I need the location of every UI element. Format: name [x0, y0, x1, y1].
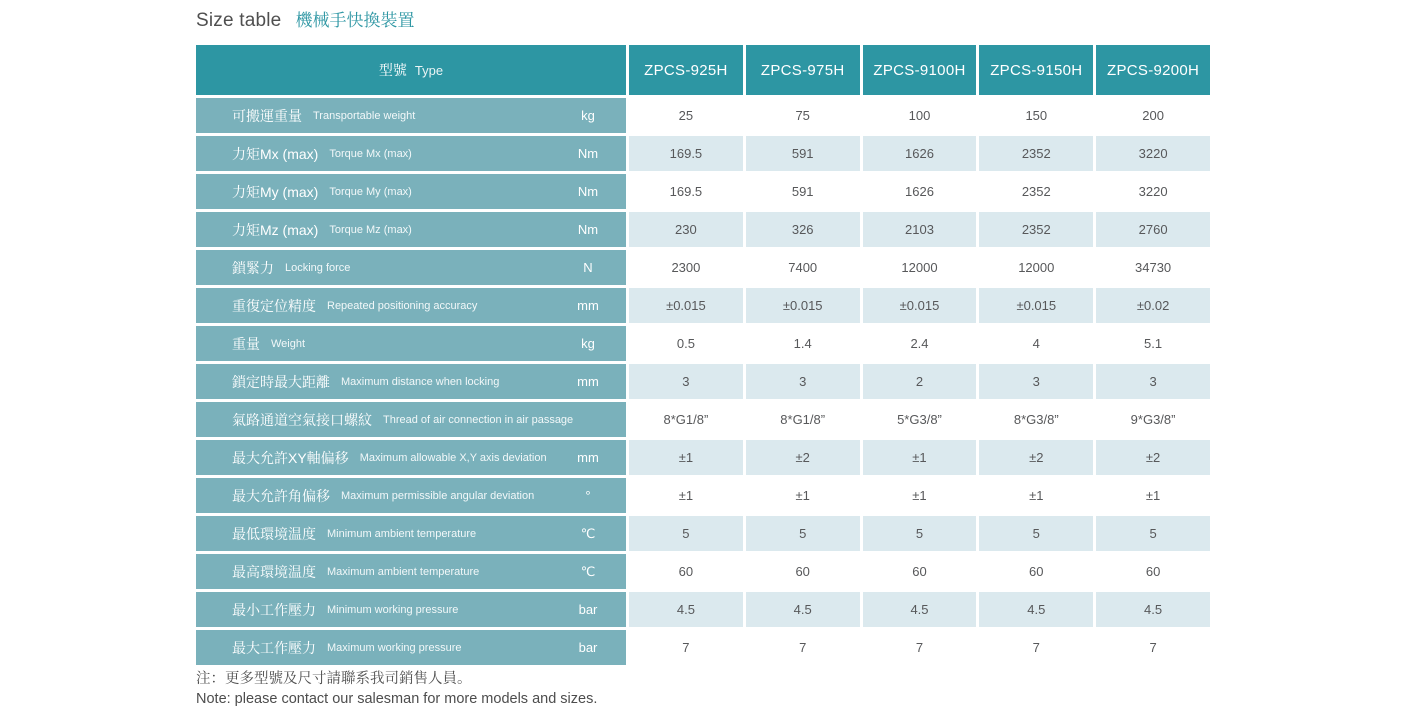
row-label-en: Torque My (max) — [329, 185, 412, 198]
footnote-zh: 注：更多型號及尺寸請聯系我司銷售人員。 — [196, 671, 472, 687]
row-header-cell — [196, 212, 626, 247]
value-cell: 2352 — [979, 174, 1093, 209]
row-label-en: Maximum ambient temperature — [327, 565, 480, 578]
value-cell: 200 — [1096, 98, 1210, 133]
row-label-zh: 重量 — [232, 335, 260, 352]
value-cell: 2352 — [979, 136, 1093, 171]
value-cell: 0.5 — [629, 326, 743, 361]
value-cell: 7 — [629, 630, 743, 665]
row-unit: mm — [577, 450, 599, 465]
page-title-zh: 機械手快換裝置 — [295, 11, 415, 30]
value-cell: ±1 — [1096, 478, 1210, 513]
value-cell: 150 — [979, 98, 1093, 133]
value-cell: 8*G1/8” — [629, 402, 743, 437]
value-cell: 5 — [1096, 516, 1210, 551]
value-cell: 8*G1/8” — [746, 402, 860, 437]
row-label-en: Maximum permissible angular deviation — [341, 489, 535, 502]
value-cell: ±0.015 — [746, 288, 860, 323]
row-label-zh: 最低環境温度 — [232, 525, 316, 542]
value-cell: ±0.015 — [629, 288, 743, 323]
value-cell: 2760 — [1096, 212, 1210, 247]
value-cell: 60 — [863, 554, 977, 589]
value-cell: 3220 — [1096, 136, 1210, 171]
value-cell: 2103 — [863, 212, 977, 247]
model-header-cell: ZPCS-9100H — [863, 45, 977, 95]
value-cell: 3 — [746, 364, 860, 399]
row-label-en: Maximum allowable X,Y axis deviation — [359, 451, 547, 464]
page-title — [196, 6, 414, 32]
value-cell: ±1 — [979, 478, 1093, 513]
table-row — [196, 288, 1210, 323]
model-header-cell: ZPCS-9200H — [1096, 45, 1210, 95]
row-label-zh: 鎖緊力 — [232, 259, 274, 276]
row-label-zh: 最大允許XY軸偏移 — [232, 449, 349, 466]
value-cell: 8*G3/8” — [979, 402, 1093, 437]
model-header-cell: ZPCS-925H — [629, 45, 743, 95]
value-cell: 3 — [1096, 364, 1210, 399]
value-cell: 12000 — [863, 250, 977, 285]
row-header-cell — [196, 364, 626, 399]
model-header-cell: ZPCS-975H — [746, 45, 860, 95]
row-label-en: Transportable weight — [313, 109, 416, 122]
value-cell: 169.5 — [629, 136, 743, 171]
value-cell: 591 — [746, 174, 860, 209]
value-cell: 326 — [746, 212, 860, 247]
value-cell: ±0.02 — [1096, 288, 1210, 323]
spec-table — [196, 45, 1210, 665]
row-label-en: Locking force — [285, 261, 351, 274]
row-label-zh: 可搬運重量 — [232, 107, 302, 124]
table-row — [196, 174, 1210, 209]
value-cell: ±2 — [746, 440, 860, 475]
value-cell: 100 — [863, 98, 977, 133]
table-header-row — [196, 45, 1210, 95]
row-label-en: Thread of air connection in air passage — [383, 413, 574, 426]
value-cell: 3220 — [1096, 174, 1210, 209]
value-cell: 60 — [979, 554, 1093, 589]
row-unit: N — [583, 260, 593, 275]
row-header-cell — [196, 630, 626, 665]
row-unit: Nm — [577, 146, 599, 161]
table-row — [196, 440, 1210, 475]
table-row — [196, 212, 1210, 247]
value-cell: 2300 — [629, 250, 743, 285]
value-cell: 2352 — [979, 212, 1093, 247]
value-cell: ±2 — [979, 440, 1093, 475]
row-label-zh: 最大允許角偏移 — [232, 487, 330, 504]
row-label-en: Repeated positioning accuracy — [327, 299, 478, 312]
row-header-cell — [196, 326, 626, 361]
row-label-en: Maximum distance when locking — [341, 375, 500, 388]
value-cell: 4.5 — [746, 592, 860, 627]
value-cell: 2 — [863, 364, 977, 399]
page-title-en: Size table — [196, 10, 282, 31]
table-row — [196, 326, 1210, 361]
value-cell: 7 — [1096, 630, 1210, 665]
row-unit: bar — [578, 640, 598, 655]
row-label-zh: 最高環境温度 — [232, 563, 316, 580]
row-unit: kg — [581, 108, 595, 123]
row-label-zh: 最小工作壓力 — [232, 601, 316, 618]
table-row — [196, 402, 1210, 437]
value-cell: 75 — [746, 98, 860, 133]
type-header-zh: 型號 — [378, 62, 407, 78]
row-label-en: Torque Mz (max) — [329, 223, 412, 236]
row-unit: bar — [578, 602, 598, 617]
value-cell: 5 — [629, 516, 743, 551]
table-row — [196, 630, 1210, 665]
row-unit: Nm — [577, 222, 599, 237]
footnote-en: Note: please contact our salesman for more models and sizes. — [196, 691, 598, 707]
row-label-en: Weight — [271, 337, 306, 350]
value-cell: ±0.015 — [979, 288, 1093, 323]
table-row — [196, 250, 1210, 285]
value-cell: 5 — [746, 516, 860, 551]
value-cell: ±1 — [863, 478, 977, 513]
row-unit: kg — [581, 336, 595, 351]
value-cell: 5.1 — [1096, 326, 1210, 361]
row-label-zh: 鎖定時最大距離 — [232, 373, 330, 390]
value-cell: 5 — [979, 516, 1093, 551]
value-cell: 12000 — [979, 250, 1093, 285]
row-header-cell — [196, 478, 626, 513]
model-header-cell: ZPCS-9150H — [979, 45, 1093, 95]
row-header-cell — [196, 592, 626, 627]
value-cell: 25 — [629, 98, 743, 133]
row-header-cell — [196, 250, 626, 285]
value-cell: 1626 — [863, 174, 977, 209]
value-cell: 60 — [629, 554, 743, 589]
value-cell: 4 — [979, 326, 1093, 361]
table-row — [196, 98, 1210, 133]
row-label-zh: 最大工作壓力 — [232, 639, 316, 656]
value-cell: 2.4 — [863, 326, 977, 361]
row-unit: mm — [577, 374, 599, 389]
value-cell: 3 — [979, 364, 1093, 399]
value-cell: 230 — [629, 212, 743, 247]
value-cell: ±2 — [1096, 440, 1210, 475]
value-cell: 4.5 — [1096, 592, 1210, 627]
row-header-cell — [196, 174, 626, 209]
spec-table-body — [196, 98, 1210, 665]
row-label-en: Torque Mx (max) — [329, 147, 412, 160]
row-label-zh: 力矩Mz (max) — [232, 221, 319, 238]
row-header-cell — [196, 98, 626, 133]
type-header-en: Type — [414, 62, 444, 78]
value-cell: ±0.015 — [863, 288, 977, 323]
row-header-cell — [196, 554, 626, 589]
type-header-cell — [196, 45, 626, 95]
table-row — [196, 478, 1210, 513]
row-unit: Nm — [577, 184, 599, 199]
value-cell: 1.4 — [746, 326, 860, 361]
table-row — [196, 136, 1210, 171]
row-unit: ° — [585, 488, 591, 503]
value-cell: 7 — [979, 630, 1093, 665]
value-cell: 7 — [746, 630, 860, 665]
row-label-zh: 重復定位精度 — [232, 297, 316, 314]
row-unit: ℃ — [580, 525, 596, 541]
row-unit: mm — [577, 298, 599, 313]
table-row — [196, 592, 1210, 627]
value-cell: 7400 — [746, 250, 860, 285]
value-cell: 3 — [629, 364, 743, 399]
value-cell: 4.5 — [863, 592, 977, 627]
value-cell: ±1 — [746, 478, 860, 513]
value-cell: ±1 — [629, 478, 743, 513]
table-row — [196, 554, 1210, 589]
value-cell: 7 — [863, 630, 977, 665]
row-header-cell — [196, 402, 626, 437]
value-cell: 591 — [746, 136, 860, 171]
row-unit: ℃ — [580, 563, 596, 579]
value-cell: 169.5 — [629, 174, 743, 209]
footnote — [196, 669, 597, 709]
table-row — [196, 364, 1210, 399]
value-cell: 4.5 — [979, 592, 1093, 627]
row-header-cell — [196, 516, 626, 551]
value-cell: ±1 — [629, 440, 743, 475]
value-cell: 9*G3/8” — [1096, 402, 1210, 437]
row-label-zh: 力矩Mx (max) — [232, 145, 319, 162]
row-label-en: Maximum working pressure — [327, 641, 462, 654]
value-cell: 4.5 — [629, 592, 743, 627]
row-label-zh: 力矩My (max) — [232, 183, 319, 200]
value-cell: 60 — [746, 554, 860, 589]
value-cell: 5 — [863, 516, 977, 551]
value-cell: 5*G3/8” — [863, 402, 977, 437]
row-header-cell — [196, 440, 626, 475]
value-cell: 34730 — [1096, 250, 1210, 285]
row-label-en: Minimum working pressure — [327, 603, 459, 616]
value-cell: ±1 — [863, 440, 977, 475]
row-label-zh: 氣路通道空氣接口螺紋 — [232, 411, 372, 428]
row-header-cell — [196, 136, 626, 171]
value-cell: 1626 — [863, 136, 977, 171]
value-cell: 60 — [1096, 554, 1210, 589]
row-header-cell — [196, 288, 626, 323]
row-label-en: Minimum ambient temperature — [327, 527, 477, 540]
table-row — [196, 516, 1210, 551]
